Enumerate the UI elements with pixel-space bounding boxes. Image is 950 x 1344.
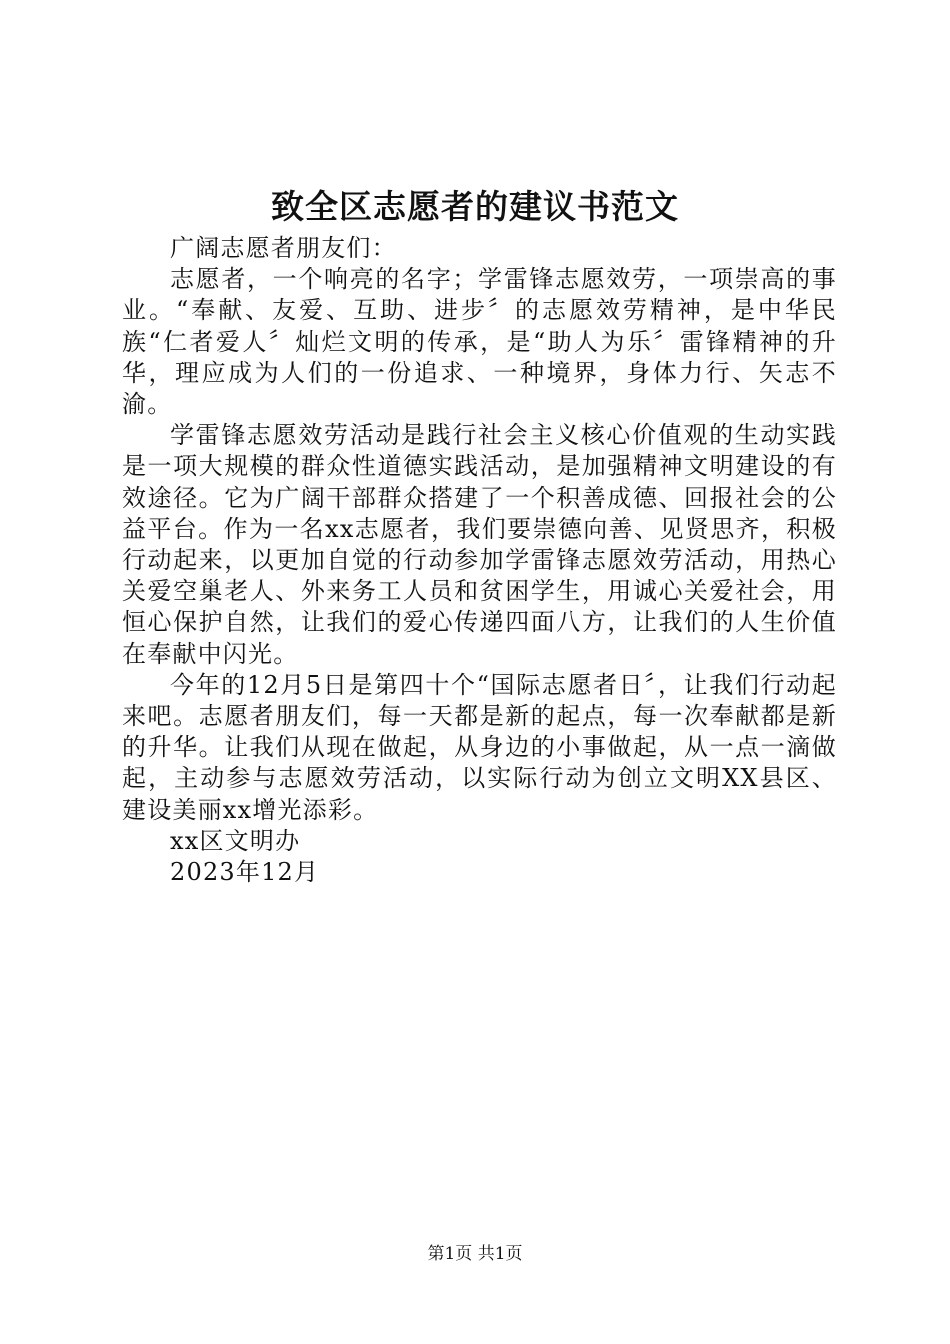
document-title: 致全区志愿者的建议书范文: [271, 187, 679, 226]
page-footer: 第1页 共1页: [427, 1244, 523, 1264]
paragraph-1: 志愿者，一个响亮的名字；学雷锋志愿效劳，一项崇高的事业。“奉献、友爱、互助、进步〞的志愿效劳精神，是中华民族“仁者爱人〞灿烂文明的传承，是“助人为乐〞雷锋精神的升华，理应成为人们的一份追求、一种境界，身体力行、矢志不渝。: [122, 265, 837, 419]
paragraph-2: 学雷锋志愿效劳活动是践行社会主义核心价值观的生动实践是一项大规模的群众性道德实践活动，是加强精神文明建设的有效途径。它为广阔干部群众搭建了一个积善成德、回报社会的公益平台。作为一名xx志愿者，我们要崇德向善、见贤思齐，积极行动起来，以更加自觉的行动参加学雷锋志愿效劳活动，用热心关爱空巢老人、外来务工人员和贫困学生，用诚心关爱社会，用恒心保护自然，让我们的爱心传递四面八方，让我们的人生价值在奉献中闪光。: [122, 421, 837, 668]
signature: xx区文明办: [170, 826, 301, 855]
document-body: [122, 233, 837, 888]
paragraph-3: 今年的12月5日是第四十个“国际志愿者日〞，让我们行动起来吧。志愿者朋友们，每一天都是新的起点，每一次奉献都是新的升华。让我们从现在做起，从身边的小事做起，从一点一滴做起，主动参与志愿效劳活动，以实际行动为创立文明XX县区、建设美丽xx增光添彩。: [122, 670, 837, 824]
date: 2023年12月: [170, 858, 320, 887]
salutation: 广阔志愿者朋友们：: [170, 234, 397, 262]
